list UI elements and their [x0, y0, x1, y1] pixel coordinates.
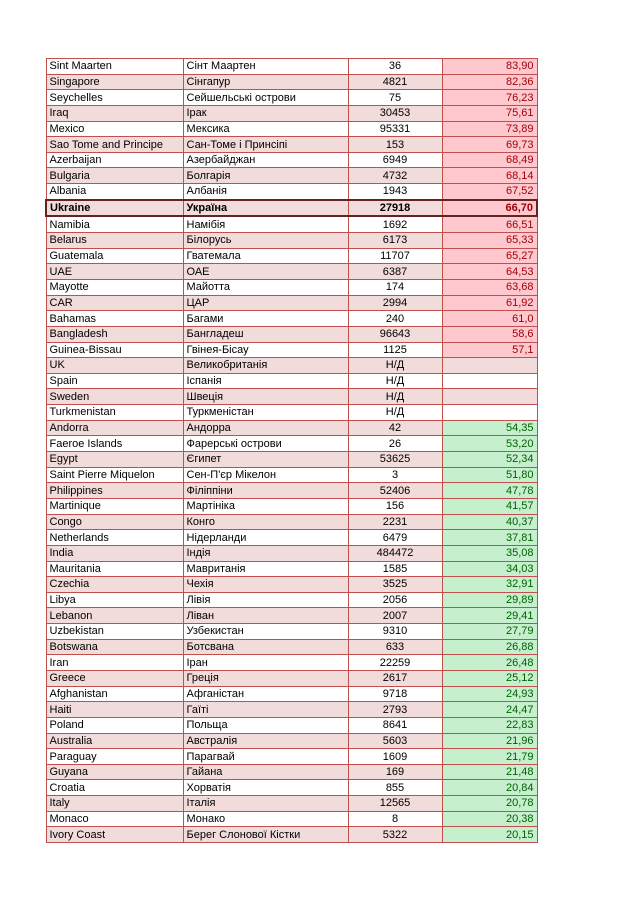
country-name-uk-cell: Україна	[183, 200, 348, 217]
table-row	[46, 326, 537, 342]
percent-cell: 20,84	[442, 780, 537, 796]
value-cell: Н/Д	[348, 389, 442, 405]
percent-cell: 24,47	[442, 702, 537, 718]
country-name-en-cell: Australia	[46, 733, 183, 749]
country-name-en-cell: Bangladesh	[46, 326, 183, 342]
percent-cell: 69,73	[442, 137, 537, 153]
country-name-en-cell: Sao Tome and Principe	[46, 137, 183, 153]
country-name-uk-cell: Мексика	[183, 121, 348, 137]
table-row	[46, 702, 537, 718]
country-name-uk-cell: Єгипет	[183, 452, 348, 468]
value-cell: 2231	[348, 514, 442, 530]
table-row	[46, 686, 537, 702]
country-name-en-cell: Paraguay	[46, 749, 183, 765]
country-name-en-cell: Bahamas	[46, 311, 183, 327]
country-name-uk-cell: Ірак	[183, 105, 348, 121]
country-name-en-cell: Guinea-Bissau	[46, 342, 183, 358]
percent-cell: 51,80	[442, 467, 537, 483]
percent-cell: 68,14	[442, 168, 537, 184]
table-row	[46, 577, 537, 593]
percent-cell	[442, 373, 537, 389]
percent-cell: 32,91	[442, 577, 537, 593]
percent-cell: 25,12	[442, 670, 537, 686]
value-cell: 633	[348, 639, 442, 655]
value-cell: 1943	[348, 184, 442, 200]
table-row	[46, 827, 537, 843]
country-name-uk-cell: Великобританія	[183, 358, 348, 374]
value-cell: 5603	[348, 733, 442, 749]
country-table-wrap	[45, 58, 538, 843]
table-row	[46, 137, 537, 153]
country-name-en-cell: Sint Maarten	[46, 59, 183, 75]
table-row	[46, 264, 537, 280]
value-cell: 1585	[348, 561, 442, 577]
country-name-uk-cell: Чехія	[183, 577, 348, 593]
country-name-en-cell: Spain	[46, 373, 183, 389]
value-cell: 156	[348, 498, 442, 514]
country-name-uk-cell: Греція	[183, 670, 348, 686]
value-cell: 95331	[348, 121, 442, 137]
country-name-uk-cell: Сан-Томе і Принсіпі	[183, 137, 348, 153]
table-row	[46, 90, 537, 106]
percent-cell: 61,92	[442, 295, 537, 311]
percent-cell: 75,61	[442, 105, 537, 121]
country-name-en-cell: Poland	[46, 717, 183, 733]
country-name-en-cell: India	[46, 545, 183, 561]
country-name-uk-cell: Узбекистан	[183, 624, 348, 640]
country-name-en-cell: Czechia	[46, 577, 183, 593]
table-row	[46, 624, 537, 640]
country-name-uk-cell: Парагвай	[183, 749, 348, 765]
country-table	[45, 58, 538, 843]
value-cell: 53625	[348, 452, 442, 468]
table-row	[46, 311, 537, 327]
percent-cell: 83,90	[442, 59, 537, 75]
percent-cell: 29,89	[442, 592, 537, 608]
table-row	[46, 295, 537, 311]
table-row	[46, 216, 537, 232]
value-cell: 6949	[348, 152, 442, 168]
country-name-en-cell: Monaco	[46, 811, 183, 827]
percent-cell: 52,34	[442, 452, 537, 468]
country-name-en-cell: Seychelles	[46, 90, 183, 106]
value-cell: 240	[348, 311, 442, 327]
country-name-uk-cell: Індія	[183, 545, 348, 561]
table-row	[46, 498, 537, 514]
percent-cell	[442, 389, 537, 405]
table-row	[46, 233, 537, 249]
country-name-uk-cell: Монако	[183, 811, 348, 827]
table-row	[46, 545, 537, 561]
country-name-uk-cell: Бангладеш	[183, 326, 348, 342]
value-cell: 5322	[348, 827, 442, 843]
country-name-en-cell: Lebanon	[46, 608, 183, 624]
value-cell: Н/Д	[348, 373, 442, 389]
table-row	[46, 655, 537, 671]
country-name-en-cell: UK	[46, 358, 183, 374]
country-name-en-cell: Mauritania	[46, 561, 183, 577]
country-name-en-cell: Martinique	[46, 498, 183, 514]
table-row	[46, 200, 537, 217]
country-name-en-cell: Turkmenistan	[46, 405, 183, 421]
country-name-uk-cell: Іспанія	[183, 373, 348, 389]
table-row	[46, 342, 537, 358]
country-name-uk-cell: Сейшельські острови	[183, 90, 348, 106]
value-cell: 153	[348, 137, 442, 153]
country-name-en-cell: Bulgaria	[46, 168, 183, 184]
percent-cell: 40,37	[442, 514, 537, 530]
country-name-en-cell: Saint Pierre Miquelon	[46, 467, 183, 483]
value-cell: 9310	[348, 624, 442, 640]
table-row	[46, 764, 537, 780]
percent-cell: 27,79	[442, 624, 537, 640]
value-cell: 2056	[348, 592, 442, 608]
value-cell: 1692	[348, 216, 442, 232]
country-name-en-cell: Egypt	[46, 452, 183, 468]
country-name-uk-cell: Сінгапур	[183, 74, 348, 90]
country-name-uk-cell: Гвінея-Бісау	[183, 342, 348, 358]
value-cell: 8641	[348, 717, 442, 733]
country-name-en-cell: Albania	[46, 184, 183, 200]
country-name-en-cell: UAE	[46, 264, 183, 280]
country-name-en-cell: Azerbaijan	[46, 152, 183, 168]
percent-cell: 21,79	[442, 749, 537, 765]
country-name-en-cell: Philippines	[46, 483, 183, 499]
table-row	[46, 796, 537, 812]
table-row	[46, 514, 537, 530]
percent-cell	[442, 358, 537, 374]
table-row	[46, 670, 537, 686]
country-name-uk-cell: Хорватія	[183, 780, 348, 796]
country-name-uk-cell: Польща	[183, 717, 348, 733]
country-name-uk-cell: Конго	[183, 514, 348, 530]
value-cell: 484472	[348, 545, 442, 561]
percent-cell: 54,35	[442, 420, 537, 436]
percent-cell: 26,48	[442, 655, 537, 671]
value-cell: 6479	[348, 530, 442, 546]
percent-cell: 65,33	[442, 233, 537, 249]
percent-cell: 76,23	[442, 90, 537, 106]
value-cell: 30453	[348, 105, 442, 121]
table-row	[46, 717, 537, 733]
country-name-uk-cell: Білорусь	[183, 233, 348, 249]
value-cell: 36	[348, 59, 442, 75]
value-cell: 8	[348, 811, 442, 827]
country-name-uk-cell: Албанія	[183, 184, 348, 200]
country-name-uk-cell: Болгарія	[183, 168, 348, 184]
percent-cell: 65,27	[442, 248, 537, 264]
value-cell: 52406	[348, 483, 442, 499]
country-name-en-cell: Greece	[46, 670, 183, 686]
percent-cell: 63,68	[442, 279, 537, 295]
value-cell: 22259	[348, 655, 442, 671]
percent-cell	[442, 405, 537, 421]
table-row	[46, 639, 537, 655]
value-cell: 27918	[348, 200, 442, 217]
table-row	[46, 279, 537, 295]
country-name-uk-cell: Афганістан	[183, 686, 348, 702]
country-name-en-cell: Iran	[46, 655, 183, 671]
value-cell: 169	[348, 764, 442, 780]
country-name-en-cell: Iraq	[46, 105, 183, 121]
percent-cell: 21,96	[442, 733, 537, 749]
value-cell: 75	[348, 90, 442, 106]
country-name-uk-cell: Мавританія	[183, 561, 348, 577]
country-name-en-cell: Guatemala	[46, 248, 183, 264]
country-name-en-cell: Belarus	[46, 233, 183, 249]
country-name-uk-cell: Лівія	[183, 592, 348, 608]
country-name-en-cell: Andorra	[46, 420, 183, 436]
country-name-en-cell: Netherlands	[46, 530, 183, 546]
table-row	[46, 483, 537, 499]
percent-cell: 57,1	[442, 342, 537, 358]
table-row	[46, 811, 537, 827]
country-name-en-cell: Afghanistan	[46, 686, 183, 702]
value-cell: 42	[348, 420, 442, 436]
value-cell: 1125	[348, 342, 442, 358]
table-row	[46, 152, 537, 168]
country-name-uk-cell: Гайана	[183, 764, 348, 780]
table-row	[46, 592, 537, 608]
country-name-uk-cell: Майотта	[183, 279, 348, 295]
percent-cell: 41,57	[442, 498, 537, 514]
percent-cell: 20,15	[442, 827, 537, 843]
percent-cell: 47,78	[442, 483, 537, 499]
percent-cell: 67,52	[442, 184, 537, 200]
country-name-uk-cell: Сен-П'єр Мікелон	[183, 467, 348, 483]
value-cell: 11707	[348, 248, 442, 264]
country-name-en-cell: Italy	[46, 796, 183, 812]
country-name-en-cell: CAR	[46, 295, 183, 311]
value-cell: 6387	[348, 264, 442, 280]
country-name-uk-cell: Іран	[183, 655, 348, 671]
value-cell: Н/Д	[348, 405, 442, 421]
table-row	[46, 530, 537, 546]
table-row	[46, 608, 537, 624]
table-row	[46, 405, 537, 421]
percent-cell: 29,41	[442, 608, 537, 624]
value-cell: 26	[348, 436, 442, 452]
table-row	[46, 749, 537, 765]
percent-cell: 35,08	[442, 545, 537, 561]
country-name-uk-cell: Ліван	[183, 608, 348, 624]
value-cell: 2793	[348, 702, 442, 718]
country-name-uk-cell: Гаїті	[183, 702, 348, 718]
percent-cell: 34,03	[442, 561, 537, 577]
value-cell: 1609	[348, 749, 442, 765]
country-name-en-cell: Namibia	[46, 216, 183, 232]
percent-cell: 61,0	[442, 311, 537, 327]
table-row	[46, 420, 537, 436]
country-name-uk-cell: Мартініка	[183, 498, 348, 514]
value-cell: 2007	[348, 608, 442, 624]
table-row	[46, 184, 537, 200]
country-name-uk-cell: Ботсвана	[183, 639, 348, 655]
table-row	[46, 373, 537, 389]
table-row	[46, 59, 537, 75]
country-name-uk-cell: Італія	[183, 796, 348, 812]
percent-cell: 66,70	[442, 200, 537, 217]
value-cell: 12565	[348, 796, 442, 812]
country-name-uk-cell: ЦАР	[183, 295, 348, 311]
country-name-en-cell: Haiti	[46, 702, 183, 718]
country-name-uk-cell: Австралія	[183, 733, 348, 749]
table-row	[46, 74, 537, 90]
percent-cell: 22,83	[442, 717, 537, 733]
country-name-en-cell: Ukraine	[46, 200, 183, 217]
value-cell: 2994	[348, 295, 442, 311]
country-name-en-cell: Faeroe Islands	[46, 436, 183, 452]
table-row	[46, 780, 537, 796]
percent-cell: 53,20	[442, 436, 537, 452]
percent-cell: 24,93	[442, 686, 537, 702]
value-cell: 4732	[348, 168, 442, 184]
percent-cell: 82,36	[442, 74, 537, 90]
percent-cell: 20,38	[442, 811, 537, 827]
value-cell: 174	[348, 279, 442, 295]
country-name-uk-cell: Гватемала	[183, 248, 348, 264]
value-cell: 6173	[348, 233, 442, 249]
country-name-uk-cell: Андорра	[183, 420, 348, 436]
table-row	[46, 561, 537, 577]
percent-cell: 58,6	[442, 326, 537, 342]
table-row	[46, 248, 537, 264]
country-name-en-cell: Croatia	[46, 780, 183, 796]
percent-cell: 37,81	[442, 530, 537, 546]
table-row	[46, 467, 537, 483]
table-row	[46, 168, 537, 184]
percent-cell: 64,53	[442, 264, 537, 280]
country-name-uk-cell: Філіппіни	[183, 483, 348, 499]
value-cell: 96643	[348, 326, 442, 342]
country-name-uk-cell: Намібія	[183, 216, 348, 232]
table-row	[46, 733, 537, 749]
country-name-en-cell: Uzbekistan	[46, 624, 183, 640]
table-row	[46, 105, 537, 121]
country-name-en-cell: Botswana	[46, 639, 183, 655]
value-cell: 9718	[348, 686, 442, 702]
country-name-en-cell: Congo	[46, 514, 183, 530]
value-cell: 3525	[348, 577, 442, 593]
country-name-uk-cell: Берег Слонової Кістки	[183, 827, 348, 843]
value-cell: Н/Д	[348, 358, 442, 374]
percent-cell: 20,78	[442, 796, 537, 812]
value-cell: 3	[348, 467, 442, 483]
country-name-en-cell: Mayotte	[46, 279, 183, 295]
country-name-uk-cell: Сінт Маартен	[183, 59, 348, 75]
country-name-en-cell: Ivory Coast	[46, 827, 183, 843]
country-name-uk-cell: Фарерські острови	[183, 436, 348, 452]
country-name-en-cell: Mexico	[46, 121, 183, 137]
country-name-uk-cell: Нідерланди	[183, 530, 348, 546]
table-row	[46, 452, 537, 468]
value-cell: 2617	[348, 670, 442, 686]
percent-cell: 21,48	[442, 764, 537, 780]
value-cell: 4821	[348, 74, 442, 90]
percent-cell: 73,89	[442, 121, 537, 137]
table-row	[46, 436, 537, 452]
country-name-uk-cell: Туркменістан	[183, 405, 348, 421]
value-cell: 855	[348, 780, 442, 796]
country-name-en-cell: Libya	[46, 592, 183, 608]
country-name-uk-cell: ОАЕ	[183, 264, 348, 280]
percent-cell: 66,51	[442, 216, 537, 232]
country-name-en-cell: Guyana	[46, 764, 183, 780]
percent-cell: 26,88	[442, 639, 537, 655]
country-name-en-cell: Singapore	[46, 74, 183, 90]
table-row	[46, 358, 537, 374]
country-name-en-cell: Sweden	[46, 389, 183, 405]
country-name-uk-cell: Швеція	[183, 389, 348, 405]
table-row	[46, 389, 537, 405]
table-row	[46, 121, 537, 137]
country-name-uk-cell: Азербайджан	[183, 152, 348, 168]
country-name-uk-cell: Багами	[183, 311, 348, 327]
percent-cell: 68,49	[442, 152, 537, 168]
